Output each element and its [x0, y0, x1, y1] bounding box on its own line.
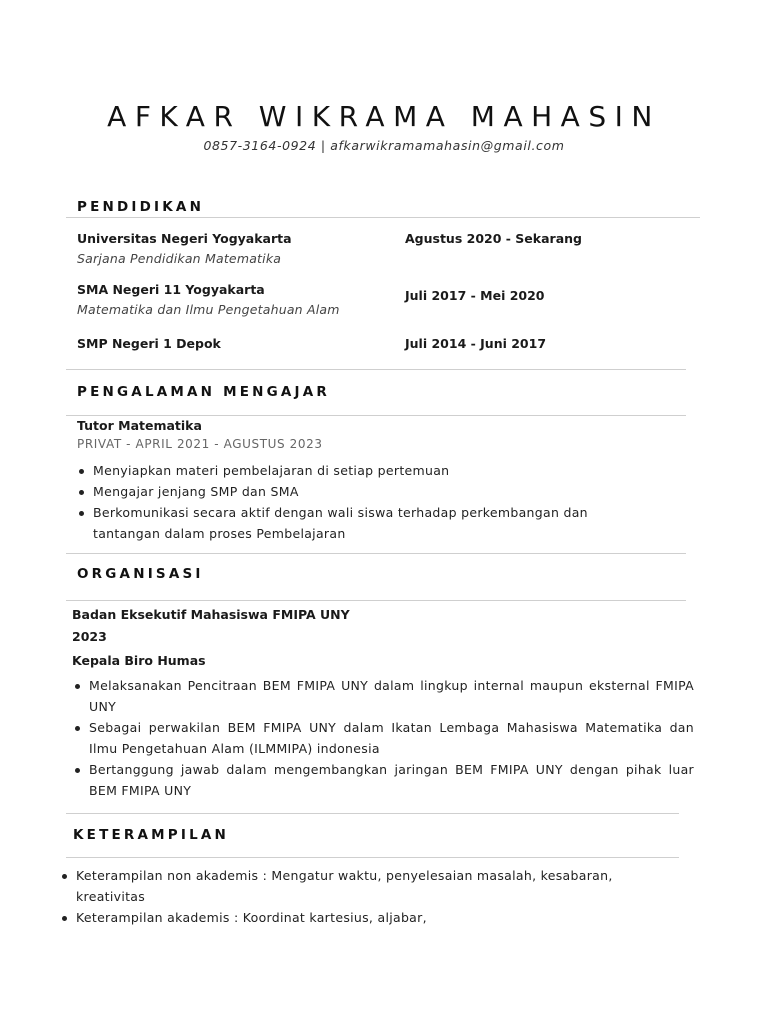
list-item: Menyiapkan materi pembelajaran di setiap pertemuan [77, 460, 657, 481]
section-divider [66, 813, 679, 814]
education-period: Juli 2017 - Mei 2020 [405, 288, 545, 303]
section-title-organisasi: ORGANISASI [77, 566, 204, 582]
section-divider [66, 857, 679, 858]
experience-meta: PRIVAT - APRIL 2021 - AGUSTUS 2023 [77, 437, 323, 451]
education-program: Sarjana Pendidikan Matematika [77, 251, 282, 266]
education-program: Matematika dan Ilmu Pengetahuan Alam [77, 302, 340, 317]
resume-name: AFKAR WIKRAMA MAHASIN [107, 100, 661, 133]
education-school: SMP Negeri 1 Depok [77, 336, 221, 351]
section-title-pengalaman: PENGALAMAN MENGAJAR [77, 384, 331, 400]
education-period: Juli 2014 - Juni 2017 [405, 336, 547, 351]
section-divider [66, 553, 686, 554]
organization-bullets [73, 675, 694, 801]
list-item: Keterampilan akademis : Koordinat kartesius, aljabar, [60, 907, 670, 928]
list-item: Mengajar jenjang SMP dan SMA [77, 481, 657, 502]
section-divider [66, 600, 686, 601]
organization-position: Kepala Biro Humas [72, 653, 206, 668]
education-period: Agustus 2020 - Sekarang [405, 231, 582, 246]
education-school: Universitas Negeri Yogyakarta [77, 231, 292, 246]
section-divider [66, 217, 700, 218]
contact-info: 0857-3164-0924 | afkarwikramamahasin@gmail.com [203, 138, 565, 153]
list-item: Berkomunikasi secara aktif dengan wali siswa terhadap perkembangan dan tantangan dalam proses Pembelajaran [77, 502, 657, 544]
section-divider [66, 369, 686, 370]
list-item: Sebagai perwakilan BEM FMIPA UNY dalam Ikatan Lembaga Mahasiswa Matematika dan Ilmu Pengetahuan Alam (ILMMIPA) indonesia [73, 717, 694, 759]
list-item: Melaksanakan Pencitraan BEM FMIPA UNY dalam lingkup internal maupun eksternal FMIPA UNY [73, 675, 694, 717]
section-divider [66, 415, 686, 416]
experience-bullets [77, 460, 657, 544]
experience-role: Tutor Matematika [77, 418, 202, 433]
organization-name: Badan Eksekutif Mahasiswa FMIPA UNY [72, 607, 350, 622]
skills-bullets [60, 865, 670, 928]
organization-year: 2023 [72, 629, 107, 644]
section-title-keterampilan: KETERAMPILAN [73, 827, 230, 843]
list-item: Keterampilan non akademis : Mengatur waktu, penyelesaian masalah, kesabaran, kreativitas [60, 865, 670, 907]
education-school: SMA Negeri 11 Yogyakarta [77, 282, 265, 297]
list-item: Bertanggung jawab dalam mengembangkan jaringan BEM FMIPA UNY dengan pihak luar BEM FMIPA UNY [73, 759, 694, 801]
section-title-pendidikan: PENDIDIKAN [77, 199, 205, 215]
